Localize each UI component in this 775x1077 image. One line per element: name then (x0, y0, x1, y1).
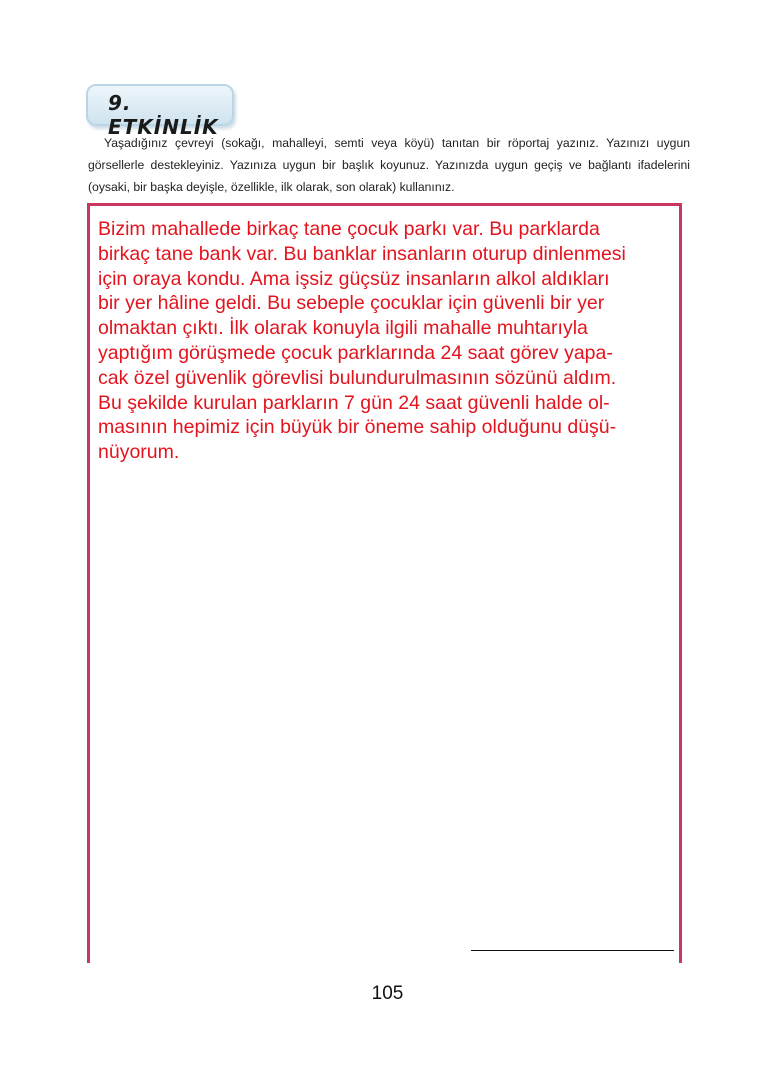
answer-line: bir yer hâline geldi. Bu sebeple çocuklar için güvenli bir yer (98, 292, 605, 315)
answer-line: birkaç tane bank var. Bu banklar insanların oturup dinlenmesi (98, 242, 626, 265)
answer-line: için oraya kondu. Ama işsiz güçsüz insanların alkol aldıkları (98, 267, 610, 290)
answer-text (98, 217, 683, 465)
answer-line: masının hepimiz için büyük bir öneme sahip olduğunu düşü- (98, 416, 617, 439)
answer-line: Bu şekilde kurulan parkların 7 gün 24 saat güvenli halde ol- (98, 391, 610, 414)
activity-title: 9. ETKİNLİK (108, 91, 219, 139)
answer-line: Bizim mahallede birkaç tane çocuk parkı var. Bu parklarda (98, 218, 600, 240)
answer-line: cak özel güvenlik görevlisi bulundurulmasının sözünü aldım. (98, 366, 617, 389)
activity-title-badge (86, 84, 234, 139)
answer-line: nüyorum. (98, 441, 180, 464)
answer-line: yaptığım görüşmede çocuk parklarında 24 saat görev yapa- (98, 341, 613, 364)
page-number: 105 (371, 983, 404, 1004)
signature-line (471, 950, 674, 951)
answer-line: olmaktan çıktı. İlk olarak konuyla ilgili mahalle muhtarıyla (98, 317, 588, 340)
instructions: Yaşadığınız çevreyi (sokağı, mahalleyi, semti veya köyü) tanıtan bir röportaj yazınız. Yazınızı uygun görsellerle destekleyiniz. Yazınıza uygun bir başlık koyunuz. Yazınızda uygun geçiş ve bağlantı ifadelerini (oysaki, bir başka deyişle, özellikle, ilk olarak, son olarak) kullanınız. (88, 136, 690, 194)
